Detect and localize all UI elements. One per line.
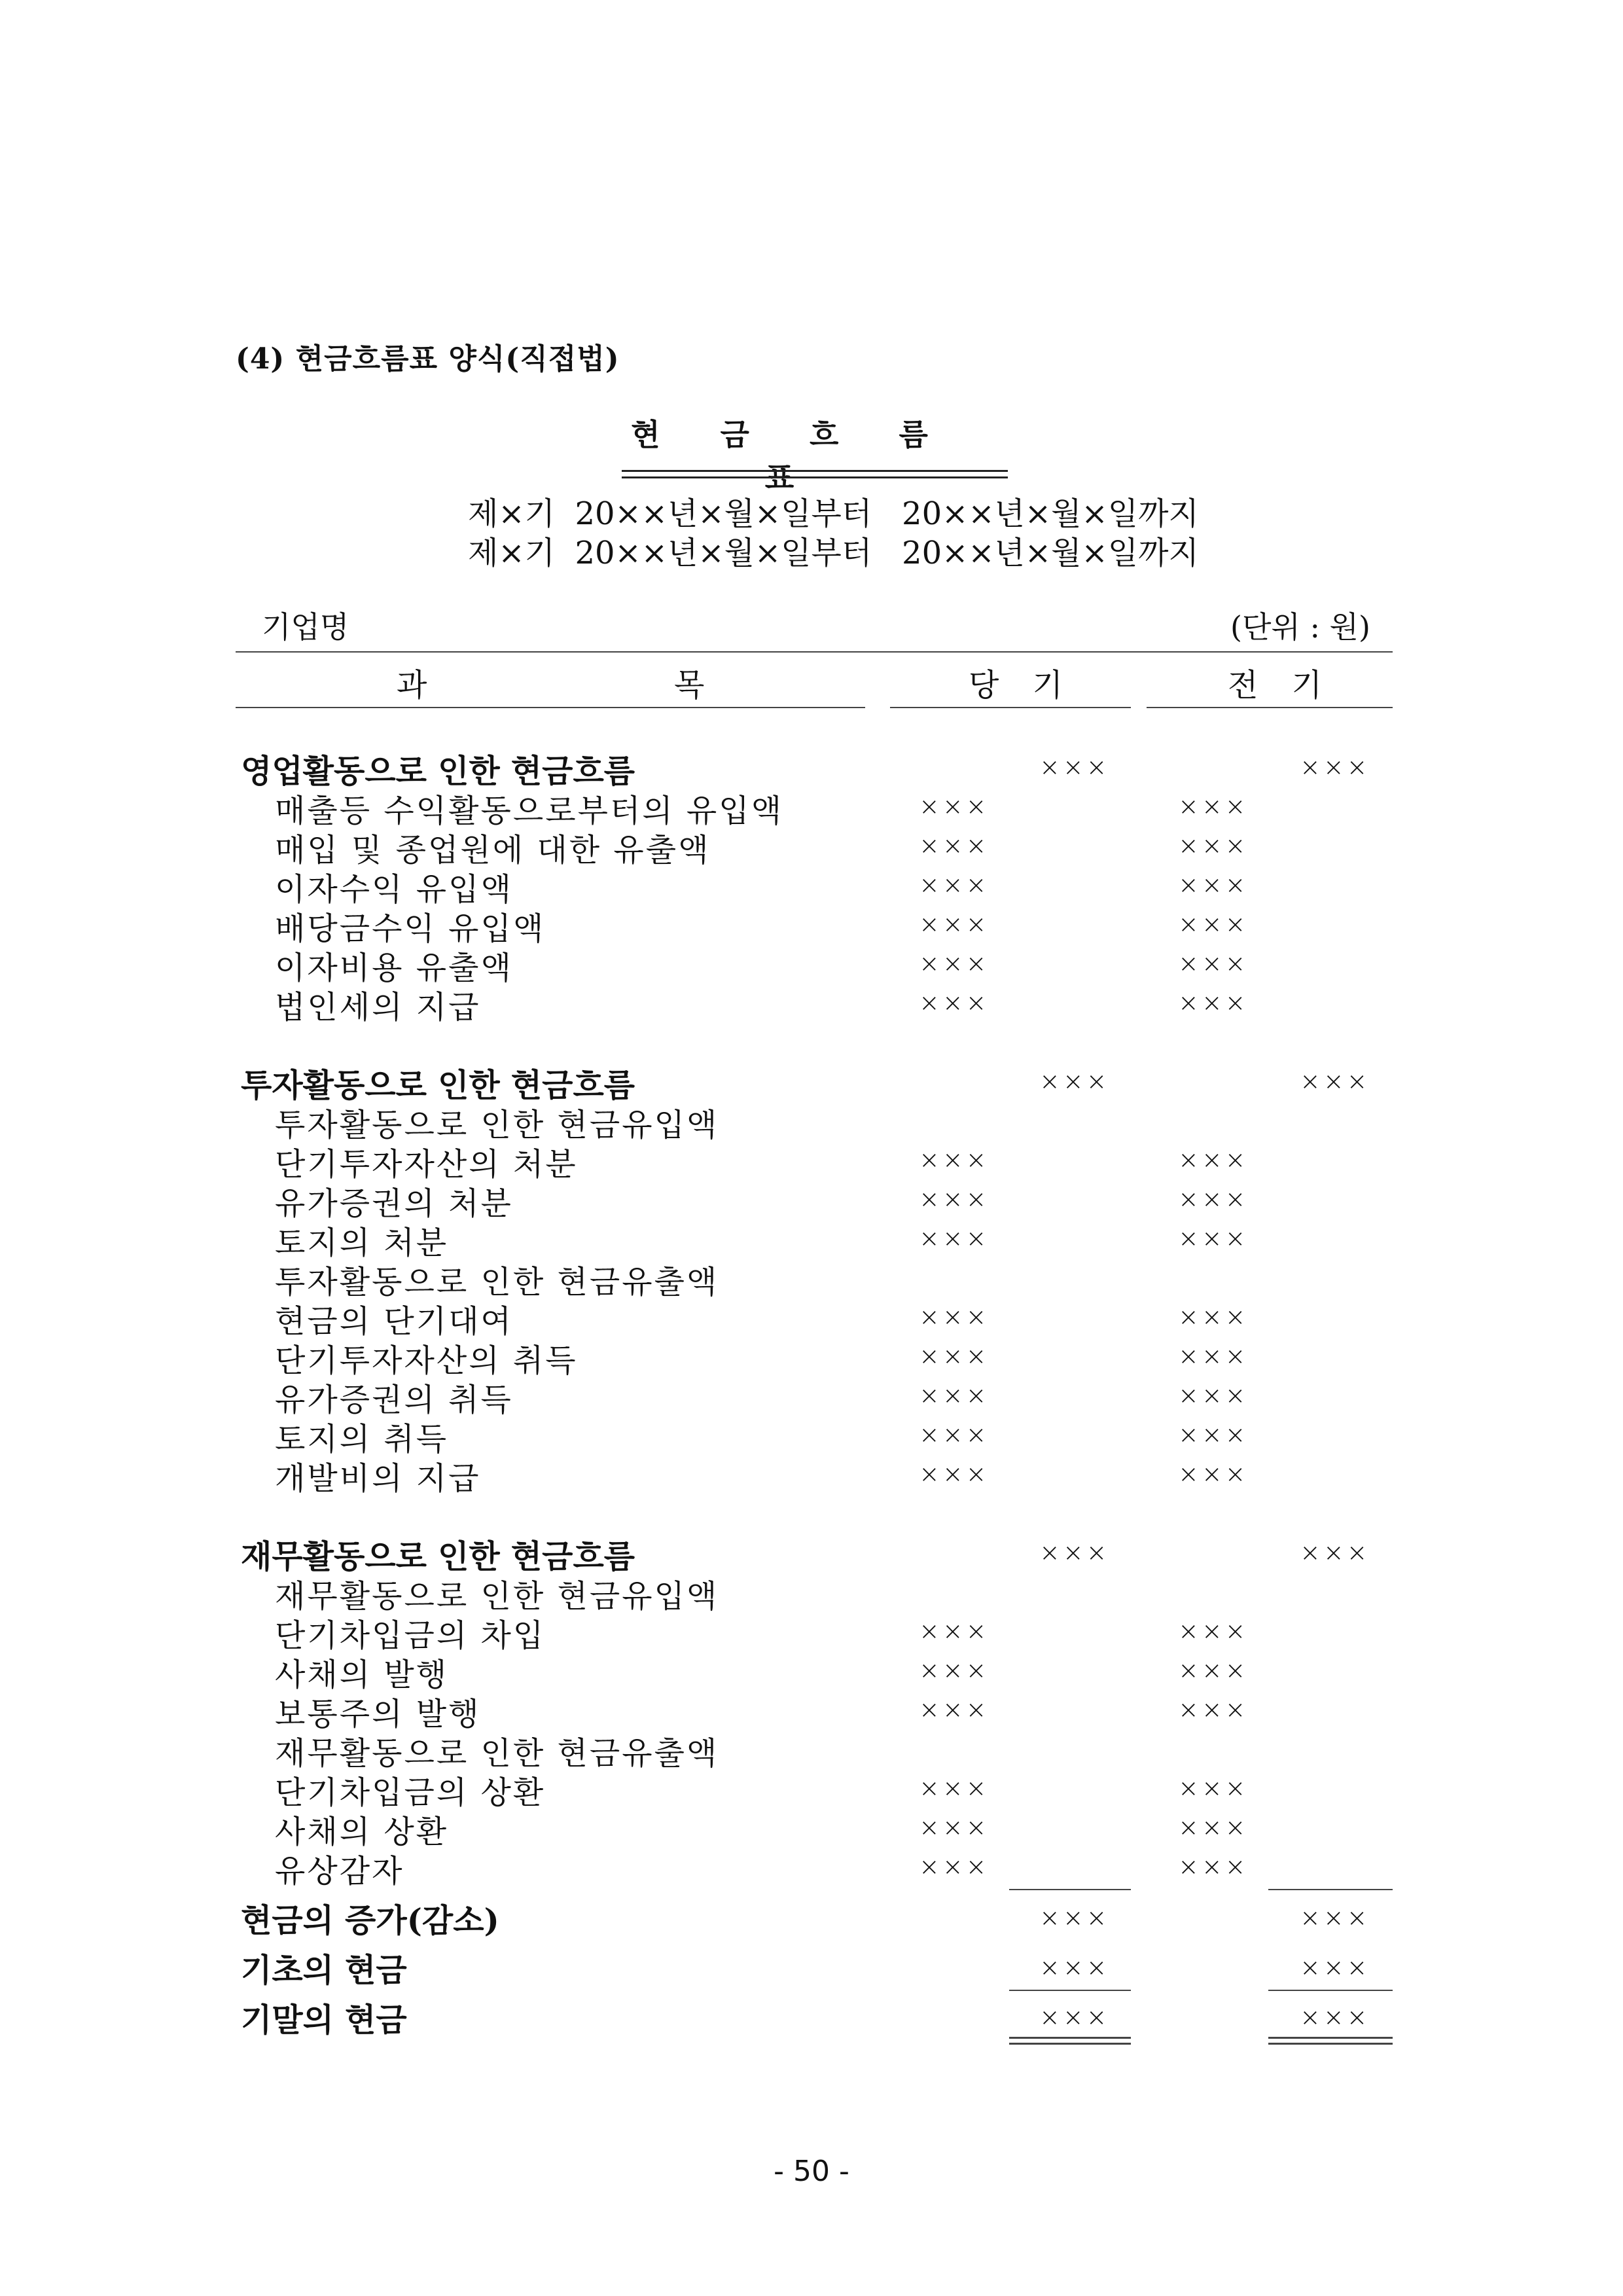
- current-item-amount: ×××: [919, 1460, 990, 1488]
- summary-row-label: 현금의 증가(감소): [241, 1901, 499, 1939]
- prior-item-amount: ×××: [1178, 1224, 1249, 1253]
- title-underline-top: [622, 470, 1008, 472]
- prior-summary-amount: ×××: [1300, 2003, 1370, 2032]
- prior-item-amount: ×××: [1178, 1342, 1249, 1371]
- prior-item-amount: ×××: [1178, 1145, 1249, 1174]
- header-top-rule: [236, 651, 1393, 653]
- header-rule-item: [236, 707, 865, 708]
- current-item-amount: ×××: [919, 1342, 990, 1371]
- line-item-label: 유상감자: [275, 1853, 404, 1890]
- statement-title: 현 금 흐 름 표: [631, 417, 953, 495]
- current-summary-amount: ×××: [1039, 2003, 1110, 2032]
- line-item-label: 개발비의 지급: [275, 1460, 481, 1497]
- current-item-amount: ×××: [919, 1774, 990, 1803]
- current-item-amount: ×××: [919, 1302, 990, 1331]
- line-item-label: 토지의 취득: [275, 1421, 449, 1458]
- summary-row-label: 기말의 현금: [241, 2001, 407, 2039]
- line-item-label: 매출등 수익활동으로부터의 유입액: [275, 793, 784, 829]
- prior-item-amount: ×××: [1178, 870, 1249, 899]
- current-item-amount: ×××: [919, 870, 990, 899]
- prior-item-amount: ×××: [1178, 792, 1249, 821]
- double-rule-prior-1: [1268, 2037, 1393, 2039]
- line-item-label: 배당금수익 유입액: [275, 910, 546, 947]
- column-header-current: 당 기: [969, 667, 1075, 704]
- current-total-amount: ×××: [1039, 1538, 1110, 1567]
- current-item-amount: ×××: [919, 1145, 990, 1174]
- line-item-label: 현금의 단기대여: [275, 1303, 513, 1340]
- line-item-label: 이자비용 유출액: [275, 950, 513, 986]
- double-rule-current-1: [1009, 2037, 1131, 2039]
- line-item-label: 유가증권의 취득: [275, 1382, 513, 1418]
- prior-item-amount: ×××: [1178, 1617, 1249, 1645]
- double-rule-prior-2: [1268, 2043, 1393, 2045]
- current-item-amount: ×××: [919, 1695, 990, 1724]
- company-name-label: 기업명: [262, 609, 349, 645]
- section-heading: (4) 현금흐름표 양식(직접법): [236, 342, 620, 376]
- current-item-amount: ×××: [919, 1617, 990, 1645]
- line-item-label: 보통주의 발행: [275, 1696, 481, 1732]
- subtotal-rule-prior: [1268, 1889, 1393, 1890]
- line-item-label: 사채의 발행: [275, 1657, 449, 1693]
- line-item-label: 재무활동으로 인한 현금유입액: [275, 1578, 719, 1615]
- prior-item-amount: ×××: [1178, 1656, 1249, 1685]
- current-total-amount: ×××: [1039, 753, 1110, 781]
- ending-rule-prior: [1268, 1990, 1393, 1991]
- section-row-label: 투자활동으로 인한 현금흐름: [241, 1066, 635, 1104]
- prior-item-amount: ×××: [1178, 1460, 1249, 1488]
- page-number: - 50 -: [774, 2155, 849, 2188]
- line-item-label: 투자활동으로 인한 현금유출액: [275, 1264, 719, 1300]
- line-item-label: 단기투자자산의 처분: [275, 1146, 578, 1183]
- column-header-item-2: 목: [674, 667, 705, 704]
- double-rule-current-2: [1009, 2043, 1131, 2045]
- prior-summary-amount: ×××: [1300, 1953, 1370, 1982]
- current-item-amount: ×××: [919, 988, 990, 1017]
- column-header-item: 과: [397, 667, 427, 704]
- prior-total-amount: ×××: [1300, 1538, 1370, 1567]
- prior-total-amount: ×××: [1300, 1067, 1370, 1096]
- section-row-label: 재무활동으로 인한 현금흐름: [241, 1537, 635, 1575]
- line-item-label: 사채의 상환: [275, 1814, 449, 1850]
- prior-item-amount: ×××: [1178, 988, 1249, 1017]
- current-item-amount: ×××: [919, 1656, 990, 1685]
- ending-rule-current: [1009, 1990, 1131, 1991]
- header-rule-prior: [1147, 707, 1393, 708]
- prior-item-amount: ×××: [1178, 1813, 1249, 1842]
- line-item-label: 이자수익 유입액: [275, 871, 513, 908]
- prior-total-amount: ×××: [1300, 753, 1370, 781]
- current-item-amount: ×××: [919, 792, 990, 821]
- current-summary-amount: ×××: [1039, 1953, 1110, 1982]
- prior-item-amount: ×××: [1178, 1185, 1249, 1213]
- line-item-label: 매입 및 종업원에 대한 유출액: [275, 832, 711, 869]
- current-item-amount: ×××: [919, 1852, 990, 1881]
- header-rule-current: [890, 707, 1131, 708]
- line-item-label: 단기차입금의 상환: [275, 1774, 546, 1811]
- prior-item-amount: ×××: [1178, 1774, 1249, 1803]
- summary-row-label: 기초의 현금: [241, 1951, 407, 1989]
- unit-label: (단위 : 원): [1230, 609, 1370, 645]
- period-current: 제×기 20××년×월×일부터 20××년×월×일까지: [468, 495, 1199, 532]
- period-prior: 제×기 20××년×월×일부터 20××년×월×일까지: [468, 535, 1199, 571]
- section-row-label: 영업활동으로 인한 현금흐름: [241, 752, 635, 790]
- prior-item-amount: ×××: [1178, 1852, 1249, 1881]
- prior-item-amount: ×××: [1178, 1302, 1249, 1331]
- line-item-label: 법인세의 지급: [275, 989, 481, 1026]
- current-item-amount: ×××: [919, 1224, 990, 1253]
- current-item-amount: ×××: [919, 1813, 990, 1842]
- current-summary-amount: ×××: [1039, 1903, 1110, 1932]
- prior-item-amount: ×××: [1178, 831, 1249, 860]
- prior-item-amount: ×××: [1178, 910, 1249, 939]
- title-underline-bottom: [622, 476, 1008, 478]
- current-total-amount: ×××: [1039, 1067, 1110, 1096]
- line-item-label: 유가증권의 처분: [275, 1185, 513, 1222]
- prior-summary-amount: ×××: [1300, 1903, 1370, 1932]
- line-item-label: 재무활동으로 인한 현금유출액: [275, 1735, 719, 1772]
- current-item-amount: ×××: [919, 1185, 990, 1213]
- current-item-amount: ×××: [919, 949, 990, 978]
- current-item-amount: ×××: [919, 910, 990, 939]
- prior-item-amount: ×××: [1178, 1381, 1249, 1410]
- column-header-prior: 전 기: [1228, 667, 1334, 704]
- prior-item-amount: ×××: [1178, 1420, 1249, 1449]
- line-item-label: 토지의 처분: [275, 1225, 449, 1261]
- current-item-amount: ×××: [919, 831, 990, 860]
- current-item-amount: ×××: [919, 1420, 990, 1449]
- subtotal-rule-current: [1009, 1889, 1131, 1890]
- line-item-label: 단기차입금의 차입: [275, 1617, 546, 1654]
- line-item-label: 투자활동으로 인한 현금유입액: [275, 1107, 719, 1143]
- line-item-label: 단기투자자산의 취득: [275, 1342, 578, 1379]
- prior-item-amount: ×××: [1178, 949, 1249, 978]
- current-item-amount: ×××: [919, 1381, 990, 1410]
- prior-item-amount: ×××: [1178, 1695, 1249, 1724]
